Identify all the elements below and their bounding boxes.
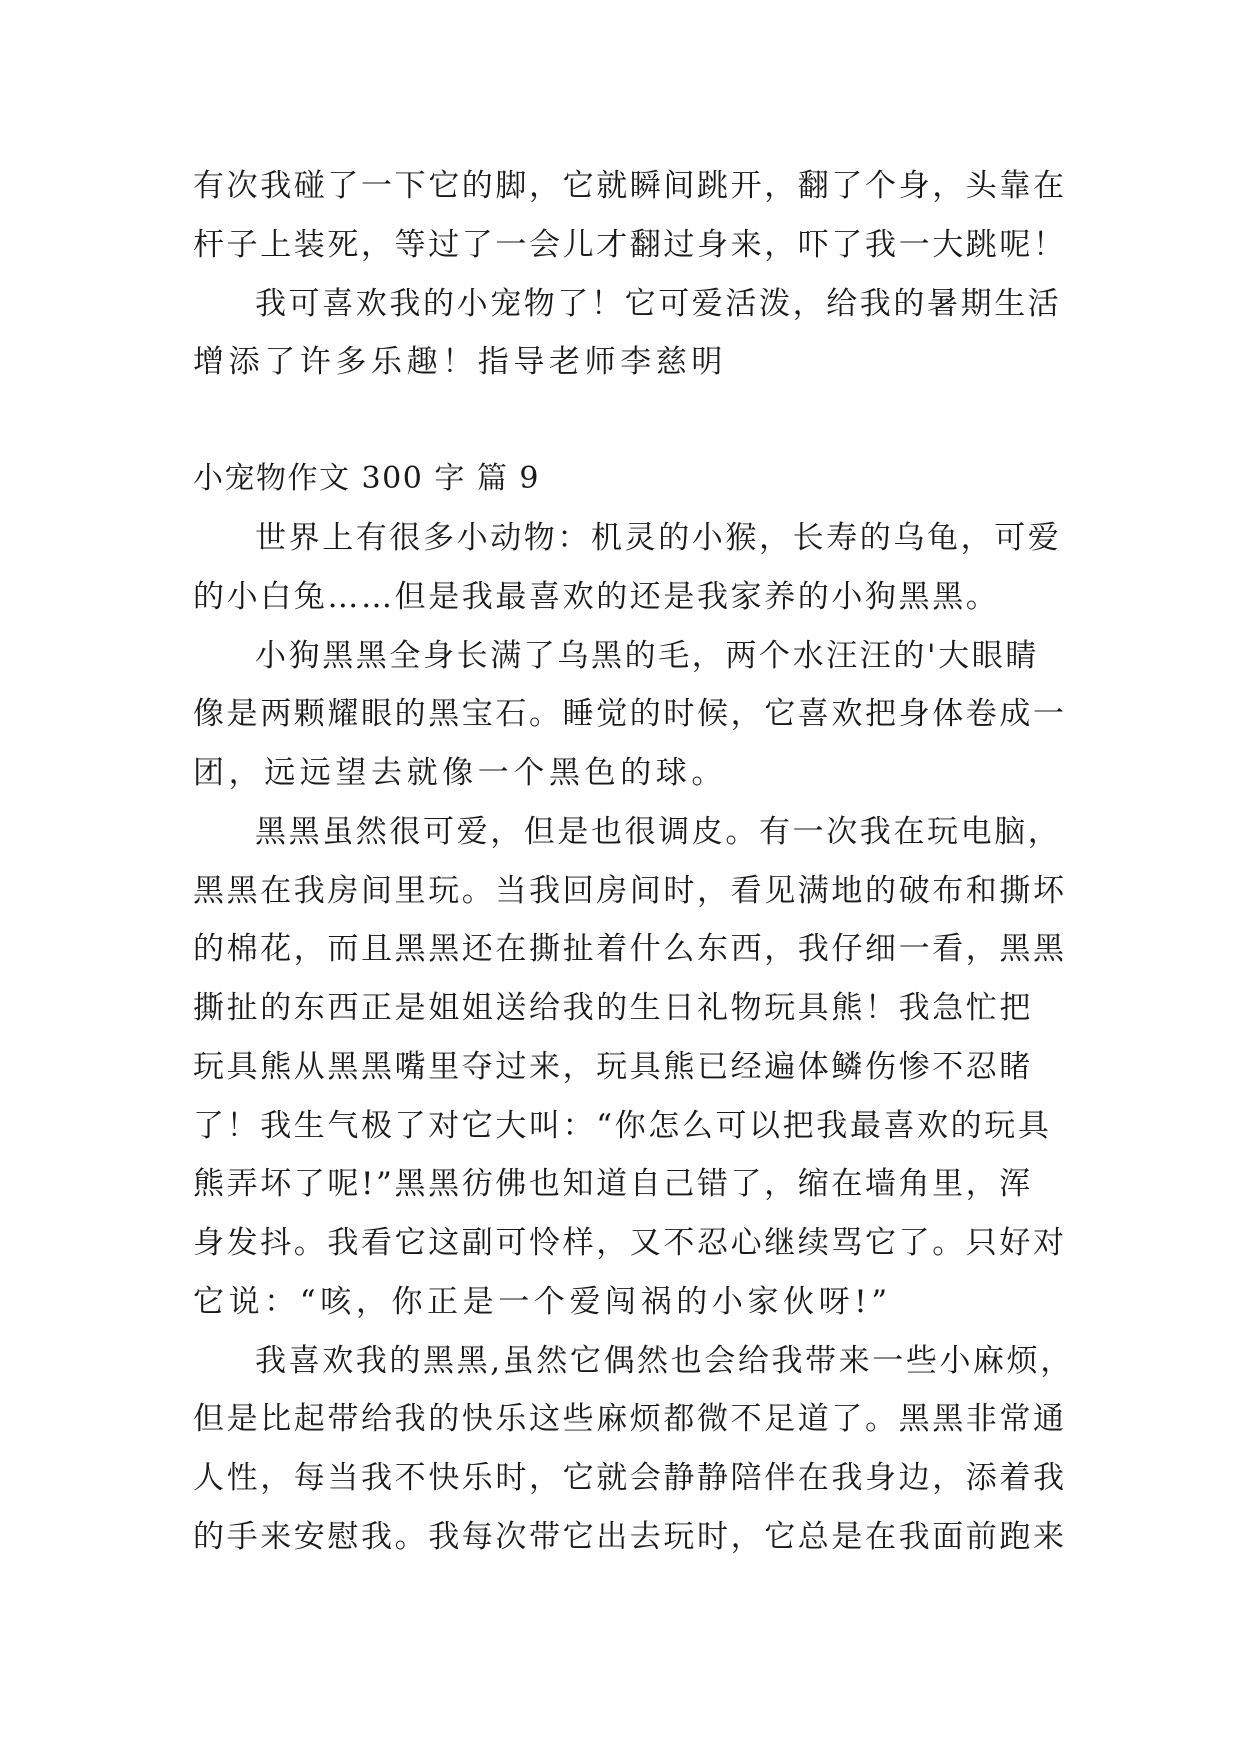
text-line: 的小白兔……但是我最喜欢的还是我家养的小狗黑黑。: [193, 579, 1000, 615]
text-line: 了！我生气极了对它大叫：“你怎么可以把我最喜欢的玩具: [193, 1108, 1052, 1144]
text-line: 玩具熊从黑黑嘴里夺过来，玩具熊已经遍体鳞伤惨不忍睹: [193, 1049, 1033, 1085]
section-heading: 小宠物作文 300 字 篇 9: [193, 461, 540, 496]
text-line: 杆子上装死，等过了一会儿才翻过身来，吓了我一大跳呢！: [193, 227, 1067, 263]
text-line: 增添了许多乐趣！指导老师李慈明: [193, 344, 727, 380]
paragraph-first-line: 我可喜欢我的小宠物了！它可爱活泼，给我的暑期生活: [255, 286, 1062, 322]
text-line: 但是比起带给我的快乐这些麻烦都微不足道了。黑黑非常通: [193, 1401, 1067, 1437]
text-line: 像是两颗耀眼的黑宝石。睡觉的时候，它喜欢把身体卷成一: [193, 696, 1067, 732]
text-line: 的棉花，而且黑黑还在撕扯着什么东西，我仔细一看，黑黑: [193, 931, 1067, 967]
text-line: 黑黑在我房间里玩。当我回房间时，看见满地的破布和撕坏: [193, 873, 1067, 909]
text-line: 团，远远望去就像一个黑色的球。: [193, 755, 727, 791]
text-line: 熊弄坏了呢!”黑黑彷佛也知道自己错了，缩在墙角里，浑: [193, 1166, 1033, 1202]
paragraph-first-line: 小狗黑黑全身长满了乌黑的毛，两个水汪汪的'大眼睛: [255, 638, 1039, 674]
paragraph-first-line: 黑黑虽然很可爱，但是也很调皮。有一次我在玩电脑，: [255, 814, 1062, 850]
paragraph-first-line: 我喜欢我的黑黑,虽然它偶然也会给我带来一些小麻烦，: [255, 1343, 1074, 1379]
text-line: 人性，每当我不快乐时，它就会静静陪伴在我身边，添着我: [193, 1460, 1067, 1496]
text-line: 的手来安慰我。我每次带它出去玩时，它总是在我面前跑来: [193, 1519, 1067, 1555]
paragraph-first-line: 世界上有很多小动物：机灵的小猴，长寿的乌龟，可爱: [255, 520, 1062, 556]
text-line: 撕扯的东西正是姐姐送给我的生日礼物玩具熊！我急忙把: [193, 990, 1033, 1026]
text-line: 身发抖。我看它这副可怜样，又不忍心继续骂它了。只好对: [193, 1225, 1067, 1261]
text-line: 有次我碰了一下它的脚，它就瞬间跳开，翻了个身，头靠在: [193, 168, 1067, 204]
text-line: 它说：“咳，你正是一个爱闯祸的小家伙呀!”: [193, 1284, 892, 1320]
